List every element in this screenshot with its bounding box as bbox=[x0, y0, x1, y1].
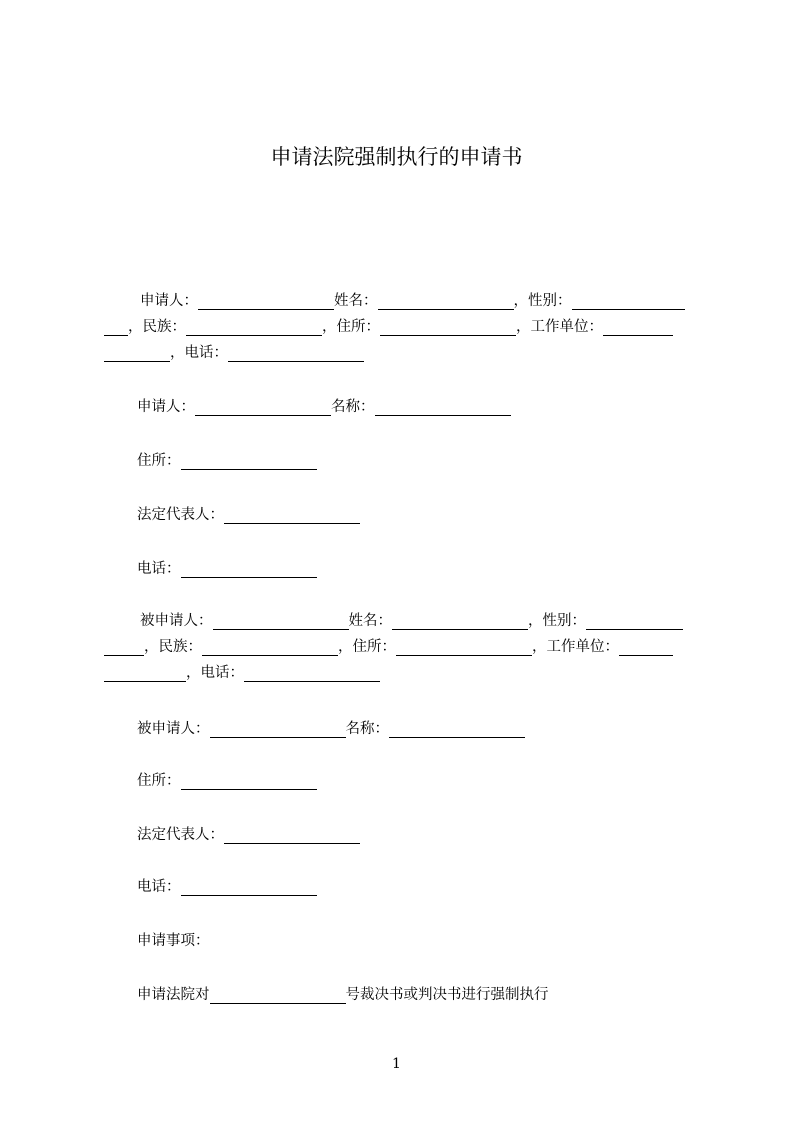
matters-text-before: 申请法院对 bbox=[137, 987, 210, 1003]
org-name-label: 名称： bbox=[331, 399, 375, 415]
name-blank[interactable] bbox=[378, 292, 514, 310]
ethnicity-blank[interactable] bbox=[202, 638, 338, 656]
address-blank[interactable] bbox=[380, 318, 516, 336]
employer-blank-continued[interactable] bbox=[104, 664, 186, 682]
respondent-org-legal-rep-line bbox=[137, 822, 360, 848]
address-blank[interactable] bbox=[181, 772, 317, 790]
applicant-org-address-line bbox=[137, 448, 317, 474]
phone-label: ，电话： bbox=[186, 665, 244, 681]
respondent-org-phone-line bbox=[137, 874, 317, 900]
respondent-individual-line2 bbox=[104, 634, 673, 660]
employer-label: ，工作单位： bbox=[532, 639, 619, 655]
employer-blank-continued[interactable] bbox=[104, 344, 170, 362]
applicant-label: 申请人： bbox=[140, 293, 198, 309]
applicant-individual-section bbox=[140, 288, 685, 314]
applicant-org-phone-line bbox=[137, 556, 317, 582]
name-label: 姓名： bbox=[348, 613, 392, 629]
ethnicity-blank[interactable] bbox=[186, 318, 322, 336]
name-blank[interactable] bbox=[392, 612, 528, 630]
matters-line bbox=[137, 982, 549, 1008]
legal-rep-label: 法定代表人： bbox=[137, 507, 224, 523]
address-label: ，住所： bbox=[322, 319, 380, 335]
employer-blank[interactable] bbox=[603, 318, 673, 336]
gender-blank[interactable] bbox=[572, 292, 685, 310]
phone-label: ，电话： bbox=[170, 345, 228, 361]
name-label: 姓名： bbox=[334, 293, 378, 309]
page-number: 1 bbox=[392, 1056, 401, 1072]
address-blank[interactable] bbox=[396, 638, 532, 656]
ethnicity-label: ，民族： bbox=[128, 319, 186, 335]
address-label: 住所： bbox=[137, 453, 181, 469]
respondent-individual-section bbox=[140, 608, 683, 634]
address-label: 住所： bbox=[137, 773, 181, 789]
respondent-org-address-line bbox=[137, 768, 317, 794]
gender-blank-continued[interactable] bbox=[104, 638, 144, 656]
employer-blank[interactable] bbox=[619, 638, 673, 656]
phone-label: 电话： bbox=[137, 879, 181, 895]
respondent-blank[interactable] bbox=[210, 720, 346, 738]
org-name-label: 名称： bbox=[345, 721, 389, 737]
legal-rep-blank[interactable] bbox=[224, 506, 360, 524]
phone-blank[interactable] bbox=[181, 878, 317, 896]
gender-label: ，性别： bbox=[513, 293, 572, 309]
matters-heading: 申请事项： bbox=[137, 933, 210, 949]
phone-blank[interactable] bbox=[244, 664, 380, 682]
legal-rep-blank[interactable] bbox=[224, 826, 360, 844]
gender-blank[interactable] bbox=[586, 612, 683, 630]
org-name-blank[interactable] bbox=[389, 720, 525, 738]
legal-rep-label: 法定代表人： bbox=[137, 827, 224, 843]
applicant-label: 申请人： bbox=[137, 399, 195, 415]
applicant-individual-line3 bbox=[104, 340, 364, 366]
document-title: 申请法院强制执行的申请书 bbox=[270, 145, 523, 169]
applicant-org-line bbox=[137, 394, 511, 420]
phone-label: 电话： bbox=[137, 561, 181, 577]
gender-blank-continued[interactable] bbox=[104, 318, 128, 336]
employer-label: ，工作单位： bbox=[516, 319, 603, 335]
respondent-label: 被申请人： bbox=[137, 721, 210, 737]
phone-blank[interactable] bbox=[181, 560, 317, 578]
respondent-individual-line3 bbox=[104, 660, 380, 686]
applicant-org-legal-rep-line bbox=[137, 502, 360, 528]
applicant-blank[interactable] bbox=[198, 292, 334, 310]
applicant-blank[interactable] bbox=[195, 398, 331, 416]
address-blank[interactable] bbox=[181, 452, 317, 470]
org-name-blank[interactable] bbox=[375, 398, 511, 416]
address-label: ，住所： bbox=[338, 639, 396, 655]
gender-label: ，性别： bbox=[528, 613, 586, 629]
respondent-label: 被申请人： bbox=[140, 613, 213, 629]
ethnicity-label: ，民族： bbox=[144, 639, 202, 655]
respondent-org-line bbox=[137, 716, 525, 742]
matters-text-after: 号裁决书或判决书进行强制执行 bbox=[345, 987, 549, 1003]
phone-blank[interactable] bbox=[228, 344, 364, 362]
applicant-individual-line2 bbox=[104, 314, 673, 340]
respondent-blank[interactable] bbox=[213, 612, 349, 630]
case-number-blank[interactable] bbox=[210, 986, 346, 1004]
